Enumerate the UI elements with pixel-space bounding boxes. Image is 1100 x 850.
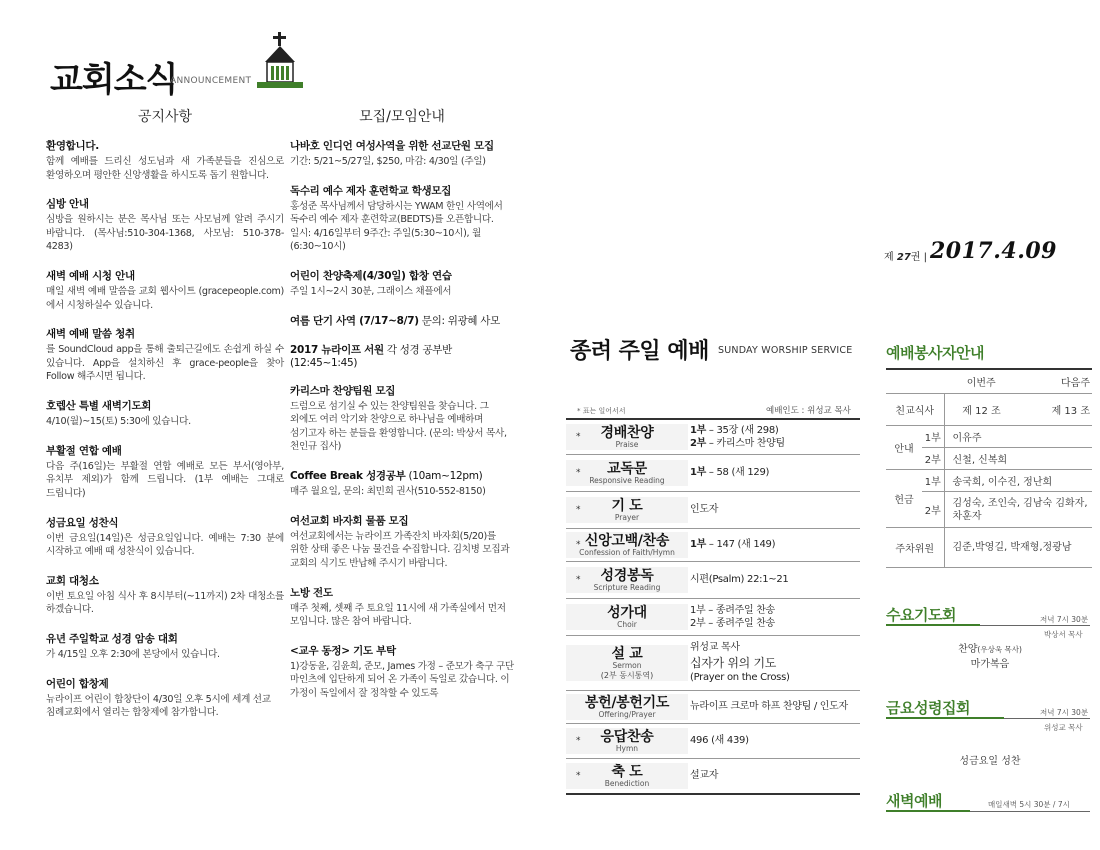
worship-item-name: 응답찬송 <box>600 728 654 745</box>
page-title: 교회소식 <box>50 60 178 100</box>
friday-service-time: 저녁 7시 30분 <box>1040 708 1089 717</box>
recruitment-body: 1)강동윤, 김윤희, 준모, James 가정 – 준모가 축구 구단 마인츠에 입단하게 되어 온 가족이 독일로 갔습니다. 이 가정이 독일에서 잘 정착할 수 있도록 <box>290 660 514 699</box>
recruitment-title: 2017 뉴라이프 서원 <box>290 343 384 356</box>
edition-number: 27 <box>896 252 911 263</box>
sermon-title: 십자가 위의 기도 <box>690 655 777 670</box>
worship-item-detail: 설교자 <box>690 770 719 782</box>
worship-item-detail: 1부 – 종려주일 찬송 2부 – 종려주일 찬송 <box>690 604 775 629</box>
dawn-underline <box>886 810 970 812</box>
table-row <box>886 369 1092 394</box>
table-row <box>886 528 1092 568</box>
worship-row <box>566 759 860 795</box>
announcement-title: 호렙산 특별 새벽기도회 <box>46 400 152 413</box>
usher-second-service: 신철, 신복희 <box>944 448 1092 470</box>
worship-item-detail: 인도자 <box>690 504 719 516</box>
announcement-body: 함께 예배를 드리신 성도님과 새 가족분들을 진심으로 환영하오며 평안한 신앙생활을 하시도록 돕기 원합니다. <box>46 156 284 181</box>
worship-item-name: 봉헌/봉헌기도 <box>584 694 670 711</box>
worship-item-name: 성가대 <box>607 604 647 621</box>
worship-item-english: Scripture Reading <box>593 583 661 593</box>
friday-service-content: 성금요일 성찬 <box>959 756 1021 767</box>
worship-row <box>566 562 860 599</box>
recruitment-body: 매주 월요일, 문의: 최민희 권사(510-552-8150) <box>290 486 486 498</box>
recruitment-item <box>290 342 514 369</box>
usher-first-service: 이유주 <box>944 426 1092 448</box>
volunteers-title: 예배봉사자안내 <box>886 344 984 362</box>
recruitment-item <box>290 138 514 169</box>
recruitment-title: 여름 단기 사역 (7/17~8/7) <box>290 314 419 327</box>
standing-note: * 표는 일어서서 <box>577 407 626 415</box>
recruitment-title: 카리스마 찬양팀원 모집 <box>290 384 396 397</box>
worship-item-name: 설 교 <box>611 645 643 662</box>
announcement-item <box>46 268 284 312</box>
announcement-body: 심방을 원하시는 분은 목사님 또는 사모님께 알려 주시기 바랍니다. (목사님:510-304-1368, 사모님: 510-378-4283) <box>46 214 284 253</box>
worship-subtitle: SUNDAY WORSHIP SERVICE <box>718 345 853 356</box>
recruitment-contact: 문의: 위광혜 사모 <box>418 314 500 327</box>
worship-row <box>566 599 860 636</box>
table-row: 안내 1부 이유주 <box>886 426 1092 448</box>
recruitment-body: 주일 1시~2시 30분, 그래이스 채플에서 <box>290 286 452 298</box>
announcement-title: 교회 대청소 <box>46 574 99 587</box>
worship-item-english: Praise <box>615 440 639 450</box>
worship-item-name: 성경봉독 <box>600 567 654 584</box>
worship-item-english: Responsive Reading <box>589 476 665 486</box>
recruitment-title: <교우 동정> 기도 부탁 <box>290 644 396 657</box>
announcement-item <box>46 398 284 429</box>
worship-item-detail: 시편(Psalm) 22:1~21 <box>690 574 789 586</box>
worship-item-detail: 1부 – 35장 (새 298) 2부 – 카리스마 찬양팀 <box>690 424 785 449</box>
wednesday-rule <box>980 625 1090 626</box>
worship-row <box>566 529 860 562</box>
announcement-body: 다음 주(16일)는 부활절 연합 예배로 모든 부서(영아부, 유치부 제외)가 함께 드립니다. (1부 예배는 그대로 드립니다) <box>46 460 284 499</box>
friday-rule <box>1004 718 1090 719</box>
worship-item-detail: 496 (새 439) <box>690 735 749 747</box>
announcement-title: 성금요일 성찬식 <box>46 516 119 529</box>
offering-second-service: 김성숙, 조인숙, 김남숙 김화자, 차훈자 <box>944 492 1092 528</box>
fellowship-this-week: 제 12 조 <box>944 394 1018 426</box>
recruitment-item <box>290 313 514 328</box>
worship-item-detail: 위성교 목사 십자가 위의 기도 (Prayer on the Cross) <box>688 641 860 684</box>
fellowship-label: 친교식사 <box>886 394 944 426</box>
worship-row <box>566 492 860 529</box>
dawn-service-title: 새벽예배 <box>886 792 942 810</box>
recruitment-item <box>290 183 514 254</box>
recruitment-title: 나바호 인디언 여성사역을 위한 선교단원 모집 <box>290 140 494 152</box>
announcement-item <box>46 676 284 720</box>
table-row <box>886 394 1092 426</box>
parking-volunteers: 김준,박영길, 박재형,정광남 <box>944 528 1092 568</box>
friday-service-pastor: 위성교 목사 <box>1044 723 1083 732</box>
announcement-item <box>46 196 284 254</box>
announcement-title: 유년 주일학교 성경 암송 대회 <box>46 632 178 645</box>
recruitment-body: 홍성준 목사님께서 담당하시는 YWAM 한인 사역에서 독수리 예수 제자 훈련학교(BEDTS)를 오픈합니다. 일시: 4/16일부터 9주간: 주일(5:30~10시), 월(6:30~10시) <box>290 200 503 253</box>
recruitment-heading: 모집/모임안내 <box>359 109 445 125</box>
recruitment-item <box>290 513 514 571</box>
standing-mark: * <box>576 574 581 585</box>
worship-item-detail: 1부 – 58 (새 129) <box>690 467 770 479</box>
announcement-body: 이번 금요일(14일)은 성금요일입니다. 예배는 7:30 분에 시작하고 예배 때 성찬식이 있습니다. <box>46 532 284 558</box>
friday-service-title: 금요성령집회 <box>886 699 970 717</box>
standing-mark: * <box>576 735 581 746</box>
worship-item-name: 경배찬양 <box>600 424 654 441</box>
announcement-body: 뉴라이프 어린이 합창단이 4/30일 오후 5시에 세계 선교 침례교회에서 열리는 합창제에 참가합니다. <box>46 693 271 719</box>
worship-leader-note: 예배인도 : 위성교 목사 <box>766 406 851 416</box>
worship-item-english: Hymn <box>615 744 639 754</box>
recruitment-body: 기간: 5/21~5/27일, $250, 마감: 4/30일 (주일) <box>290 156 486 167</box>
recruitment-item <box>290 468 514 499</box>
table-row: 헌금 1부 송국희, 이수진, 정난희 <box>886 470 1092 492</box>
announcement-title: 부활절 연합 예배 <box>46 444 122 457</box>
announcement-title: 어린이 합창제 <box>46 677 109 690</box>
announcements-heading: 공지사항 <box>137 109 193 125</box>
worship-item-english: Benediction <box>604 779 650 789</box>
recruitment-item <box>290 643 514 701</box>
announcement-item <box>46 443 284 501</box>
recruitment-schedule: (10am~12pm) <box>405 470 483 483</box>
offering-label: 헌금 <box>886 470 922 528</box>
offering-first-service: 송국희, 이수진, 정난희 <box>944 470 1092 492</box>
worship-row <box>566 418 860 455</box>
worship-order-table <box>566 418 860 795</box>
friday-underline <box>886 717 1004 719</box>
edition-label: 제 27권 | <box>884 252 927 263</box>
announcement-item <box>46 573 284 617</box>
table-row: 2부 신철, 신복희 <box>886 448 1092 470</box>
usher-label: 안내 <box>886 426 922 470</box>
parking-label: 주차위원 <box>886 528 944 568</box>
worship-item-name: 신앙고백/찬송 <box>584 532 670 549</box>
worship-title: 종려 주일 예배 <box>570 339 709 364</box>
worship-row <box>566 636 860 691</box>
announcement-item <box>46 138 284 182</box>
standing-mark: * <box>576 431 581 442</box>
announcement-body: 이번 토요일 아침 식사 후 8시부터(~11까지) 2차 대청소를 하겠습니다. <box>46 590 284 616</box>
worship-item-name: 축 도 <box>611 763 643 780</box>
worship-row <box>566 691 860 724</box>
wednesday-service-time: 저녁 7시 30분 <box>1040 615 1089 624</box>
volunteers-table <box>886 368 1092 568</box>
worship-row <box>566 455 860 492</box>
recruitment-item <box>290 585 514 629</box>
table-row: 2부 김성숙, 조인숙, 김남숙 김화자, 차훈자 <box>886 492 1092 528</box>
recruitment-body: 여선교회에서는 뉴라이프 가족잔치 바자회(5/20)를 위한 상태 좋은 나눔 물건을 수집합니다. 김치병 모집과 교회의 식기도 반납해 주시기 바랍니다. <box>290 530 510 569</box>
worship-item-detail: 1부 – 147 (새 149) <box>690 539 776 551</box>
recruitment-body: 매주 첫째, 셋째 주 토요일 11시에 새 가족실에서 먼저 모입니다. 많은 참여 바랍니다. <box>290 602 506 628</box>
announcement-title: 새벽 예배 말씀 청취 <box>46 328 135 341</box>
dawn-rule <box>970 811 1090 812</box>
announcement-item <box>46 326 284 384</box>
announcement-body: 가 4/15일 오후 2:30에 본당에서 있습니다. <box>46 648 220 660</box>
announcement-item <box>46 631 284 662</box>
worship-item-english: Choir <box>617 620 637 630</box>
worship-item-english: Confession of Faith/Hymn <box>579 548 675 558</box>
recruitment-item <box>290 268 514 299</box>
worship-item-name: 교독문 <box>607 460 647 477</box>
dawn-service-time: 매일새벽 5시 30분 / 7시 <box>988 800 1070 809</box>
announcement-body: 4/10(월)~15(토) 5:30에 있습니다. <box>46 416 191 428</box>
fellowship-next-week: 제 13 조 <box>1018 394 1092 426</box>
worship-item-english: Prayer <box>614 513 640 523</box>
worship-item-name: 기 도 <box>611 497 643 514</box>
column-next-week: 다음주 <box>1018 369 1092 394</box>
recruitment-schedule: 각 성경 공부반(12:45~1:45) <box>290 343 452 369</box>
standing-mark: * <box>576 467 581 478</box>
announcement-item <box>46 515 284 559</box>
recruitment-title: 여선교회 바자회 물품 모집 <box>290 514 409 527</box>
worship-item-english: Offering/Prayer <box>598 710 656 720</box>
worship-item-detail: 뉴라이프 크로마 하프 찬양팀 / 인도자 <box>690 701 848 713</box>
recruitment-title: 노방 전도 <box>290 586 333 599</box>
announcement-title: 심방 안내 <box>46 198 89 211</box>
bulletin-date: 2017.4.09 <box>930 238 1057 264</box>
announcements-list <box>46 138 284 734</box>
announcement-title: 환영합니다. <box>46 140 99 152</box>
interpretation-note: (2부 동시통역) <box>600 670 654 680</box>
recruitment-title: 독수리 예수 제자 훈련학교 학생모집 <box>290 184 452 197</box>
announcement-body: 매일 새벽 예배 말씀을 교회 웹사이트 (gracepeople.com) 에서 시청하실수 있습니다. <box>46 286 284 311</box>
announcement-body: 를 SoundCloud app을 통해 출퇴근길에도 손쉽게 하실 수 있습니다. App을 설치하신 후 grace-people을 찾아 Follow 해주시면 됩니다. <box>46 344 284 383</box>
wednesday-underline <box>886 624 980 626</box>
recruitment-item <box>290 383 514 454</box>
recruitment-title: Coffee Break 성경공부 <box>290 470 406 483</box>
standing-mark: * <box>576 770 581 781</box>
recruitment-title: 어린이 찬양축제(4/30일) 합창 연습 <box>290 270 452 283</box>
announcement-title: 새벽 예배 시청 안내 <box>46 270 135 283</box>
recruitment-list <box>290 138 514 715</box>
wednesday-service-pastor: 박상서 목사 <box>1044 630 1083 639</box>
church-icon <box>257 32 303 90</box>
worship-row <box>566 724 860 759</box>
recruitment-body: 드럼으로 섬기실 수 있는 찬양팀원을 찾습니다. 그 외에도 여러 악기와 찬양으로 하나님을 예배하며 섬기고자 하는 분들을 환영합니다. (문의: 박상서 목사, 천인규 집사) <box>290 400 507 453</box>
page-subtitle: ANNOUNCEMENT <box>170 76 252 86</box>
standing-mark: * <box>576 504 581 515</box>
worship-item-english: Sermon <box>612 661 642 671</box>
wednesday-service-content: 찬양(우상욱 목사) 마가복음 <box>958 644 1022 670</box>
standing-mark: * <box>576 539 581 550</box>
column-this-week: 이번주 <box>944 369 1018 394</box>
wednesday-service-title: 수요기도회 <box>886 606 956 624</box>
